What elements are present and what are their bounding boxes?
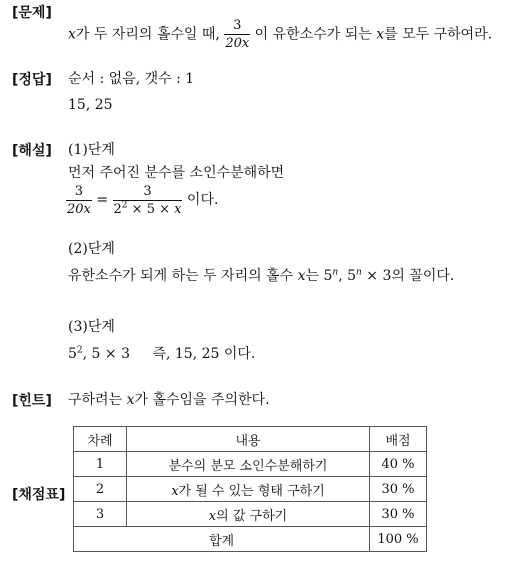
hint-text-a: 구하려는	[68, 392, 123, 408]
header-no: 차례	[74, 427, 127, 452]
row-score: 30 %	[370, 502, 427, 527]
problem-text-b: 이 유한소수가 되는	[254, 26, 372, 43]
fraction-numerator: 3	[233, 18, 242, 33]
var-x: x	[68, 26, 76, 43]
row-no: 1	[74, 452, 127, 477]
solution-label: [해설]	[12, 143, 52, 159]
step1-text: 먼저 주어진 분수를 소인수분해하면	[68, 165, 285, 181]
step3-result: 즉, 15, 25 이다.	[152, 346, 256, 362]
step3-exp: 2	[76, 345, 83, 356]
scoring-table	[73, 426, 427, 552]
answer-line-2: 15, 25	[68, 97, 113, 113]
step2-5b: 5	[347, 268, 357, 284]
eq-tail: 이다.	[186, 192, 219, 208]
answer-line-1: 순서 : 없음, 갯수 : 1	[68, 71, 195, 87]
total-score: 100 %	[370, 527, 427, 552]
row-content-var: x	[208, 508, 217, 524]
step2-nb: n	[356, 267, 362, 278]
fraction-denominator: 20x	[225, 36, 250, 51]
table-row	[74, 477, 427, 502]
step2-sep: ,	[338, 268, 348, 284]
problem-text	[68, 19, 492, 50]
row-content-var: x	[171, 483, 179, 499]
hint-text-b: 가 홀수임을 주의한다.	[134, 392, 270, 408]
table-row	[74, 452, 427, 477]
step2-var: x	[297, 268, 306, 284]
step2-text-b: 는	[305, 268, 320, 284]
eq-rhs-base: 2	[113, 201, 122, 217]
step2-times: × 3	[361, 268, 392, 284]
problem-label: [문제]	[12, 5, 52, 21]
step2-text-a: 유한소수가 되게 하는 두 자리의 홀수	[68, 268, 294, 284]
row-no: 2	[74, 477, 127, 502]
header-content: 내용	[127, 427, 370, 452]
var-x: x	[376, 26, 385, 43]
scoring-label: [채점표]	[12, 487, 66, 503]
answer-label: [정답]	[12, 72, 52, 88]
row-content-text: 의 값 구하기	[216, 508, 288, 524]
step3-rest: , 5 × 3	[82, 346, 131, 362]
total-label: 합계	[74, 527, 370, 552]
eq-rhs-fraction	[113, 185, 183, 216]
step1-title: (1)단계	[68, 142, 115, 158]
step1-equation	[66, 182, 218, 218]
step2-n: n	[332, 267, 339, 278]
eq-rhs-mid: × 5 ×	[127, 201, 175, 217]
table-header-row	[74, 427, 427, 452]
header-score: 배점	[370, 427, 427, 452]
eq-rhs-var: x	[174, 201, 182, 217]
eq-rhs-numerator: 3	[143, 183, 152, 199]
hint-label: [힌트]	[12, 393, 52, 409]
step3-text	[68, 345, 255, 363]
row-content-text: 가 될 수 있는 형태 구하기	[178, 483, 325, 499]
hint-text	[68, 391, 270, 409]
eq-lhs-denominator: 20x	[67, 201, 91, 217]
problem-text-a: 가 두 자리의 홀수일 때,	[75, 26, 220, 43]
step2-title: (2)단계	[68, 241, 115, 257]
eq-lhs-fraction	[66, 185, 92, 216]
problem-fraction	[224, 19, 250, 50]
eq-lhs-numerator: 3	[74, 183, 84, 199]
table-total-row	[74, 527, 427, 552]
row-score: 40 %	[370, 452, 427, 477]
hint-var: x	[126, 392, 135, 408]
step2-5: 5	[323, 268, 333, 284]
row-no: 3	[74, 502, 127, 527]
eq-rhs-exponent: 2	[121, 200, 128, 211]
table-row	[74, 502, 427, 527]
row-content: 분수의 분모 소인수분해하기	[127, 452, 370, 477]
row-content	[127, 477, 370, 502]
row-content	[127, 502, 370, 527]
step2-text	[68, 267, 454, 285]
problem-text-c: 를 모두 구하여라.	[384, 26, 493, 43]
step2-text-c: 의 꼴이다.	[391, 268, 455, 284]
equals-sign: =	[96, 192, 109, 208]
row-score: 30 %	[370, 477, 427, 502]
eq-rhs-denominator	[113, 200, 183, 216]
step3-5: 5	[68, 346, 77, 362]
step3-title: (3)단계	[68, 319, 115, 335]
